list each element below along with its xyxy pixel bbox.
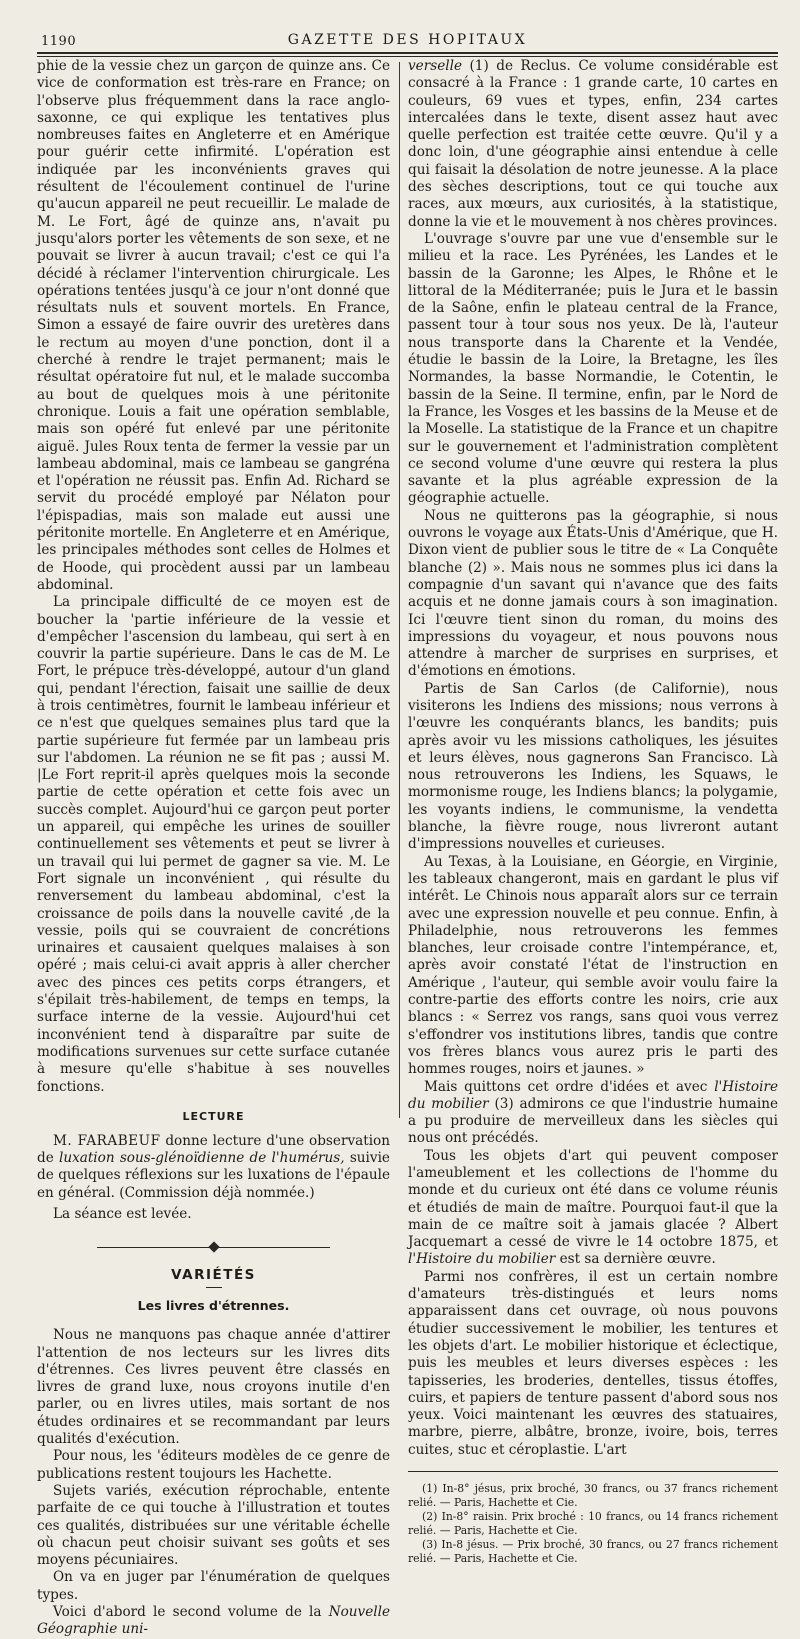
text-run: Tous les objets d'art qui peuvent composer l'ameublement et les collections de l'homme du monde et du curieux ont été dans ce volume réunis et étudiés de main de maître. Pourquoi faut-il que la main de ce maître soit à jamais glacée ? Albert Jacquemart a cessé de vivre le 14 octobre 1875, et [408,1147,778,1251]
work-title: luxation sous-glénoïdienne de l'humérus, [58,1150,345,1167]
text-run: Voici d'abord le second volume de la [53,1604,329,1621]
section-heading-lecture: LECTURE [182,1109,245,1123]
paragraph: La séance est levée. [53,1206,192,1222]
section-heading-varietes: VARIÉTÉS [171,1267,256,1284]
paragraph: Nous ne quitterons pas la géographie, si nous ouvrons le voyage aux États-Unis d'Amérique, que H. Dixon vient de publier sous le titre de « La Conquête blanche (2) ». Mais nous ne sommes plus ici dans la compagnie d'un savant qui n'avance que des faits acquis et ne donne jamais cours à son imagination. Ici l'œuvre tient sinon du roman, du moins des impressions du voyageur, et nous pouvons nous attendre à marcher de surprises en surprises, et d'émotions en émotions. [408,507,778,680]
paragraph: Parmi nos confrères, il est un certain nombre d'amateurs très-distingués et leurs noms apparaissent dans cet ouvrage, où nous pouvons étudier successivement le mobilier, les tentures et les objets d'art. Le mobilier historique et éclectique, puis les meubles et leurs diverses espèces : les tapisseries, les broderies, dentelles, tissus étoffes, cuirs, et papiers de tenture passent d'abord sous nos yeux. Voici maintenant les œuvres des statuaires, marbre, pierre, albâtre, bronze, ivoire, bois, terres cuites, stuc et céroplastie. L'art [408,1268,778,1458]
paragraph: Partis de San Carlos (de Californie), nous visiterons les Indiens des missions; nous verrons à l'œuvre les conquérants blancs, les bandits; puis après avoir vu les missions catholiques, les jésuites et leurs élèves, nous gagnerons San Francisco. Là nous retrouverons les Indiens, les Squaws, le mormonisme rouge, les Indiens blancs; la polygamie, les voyants indiens, le communisme, la vendetta blanche, la fièvre rouge, nous livreront autant d'impressions nouvelles et curieuses. [408,680,778,853]
text-run: suivie de quelques réflexions sur les luxations de l'épaule en général. (Commission déjà nommée.) [37,1150,390,1201]
paragraph: phie de la vessie chez un garçon de quinze ans. Ce vice de conformation est très-rare en France; on l'observe plus fréquemment dans la race anglo-saxonne, ce qui explique les tentatives plus nombreuses faites en Angleterre et en Amérique pour guérir cette infirmité. L'opération est indiquée par les inconvénients graves qui résultent de l'écoulement continuel de l'urine qu'aucun appareil ne peut recueillir. Le malade de M. Le Fort, âgé de quinze ans, n'avait pu jusqu'alors porter les vêtements de son sexe, et ne pouvait se livrer à aucun travail; c'est ce qui l'a décidé à réclamer l'intervention chirurgicale. Les opérations tentées jusqu'à ce jour n'ont donné que résultats nuls et souvent mortels. En France, Simon a essayé de faire ouvrir des uretères dans le rectum au moyen d'une ponction, dont il a cherché à rendre le trajet permanent; mais le résultat opératoire fut nul, et le malade succomba au bout de quelques mois à une péritonite chronique. Louis a fait une opération semblable, mais son opéré fut enlevé par une péritonite aiguë. Jules Roux tenta de fermer la vessie par un lambeau abdominal, mais ce lambeau se gangréna et l'opération ne réussit pas. Enfin Ad. Richard se servit du procédé employé par Nélaton pour l'épispadias, mais son malade eut aussi une péritonite mortelle. En Angleterre et en Amérique, les principales méthodes sont celles de Holmes et de Hoode, qui procèdent aussi par un lambeau abdominal. [37,58,390,593]
text-run: Mais quittons cet ordre d'idées et avec [424,1078,715,1095]
paragraph [408,58,778,231]
paragraph: Au Texas, à la Louisiane, en Géorgie, en Virginie, les tableaux changeront, mais en gardant le plus vif intérêt. Le Chinois nous apparaît alors sur ce terrain avec une expression nouvelle et peu connue. Enfin, à Philadelphie, nous retrouverons les femmes blanches, leur croisade contre l'intempérance, et, après avoir constaté l'état de l'instruction en Amérique , l'auteur, qui semble avoir voulu faire la contre-partie des efforts contre les noirs, crie aux blancs : « Serrez vos rangs, sans quoi vous verrez s'effondrer vos institutions libres, tandis que contre vos frères blancs vous aurez pris le parti des hommes rouges, noirs et jaunes. » [408,853,778,1078]
text-columns [37,58,778,1638]
paragraph [408,1148,778,1269]
page-number: 1190 [41,34,77,49]
work-title: l'Histoire du mobilier [408,1078,778,1112]
paragraph: Pour nous, les 'éditeurs modèles de ce genre de publications restent toujours les Hachette. [37,1448,390,1482]
work-title: verselle [408,58,462,74]
lecture-paragraph [37,1133,390,1202]
footnote: (1) In-8° jésus, prix broché, 30 francs, ou 37 francs richement relié. — Paris, Hachette et Cie. [408,1482,778,1510]
paragraph: On va en juger par l'énumération de quelques types. [37,1569,390,1603]
header-rule-thin [37,56,778,57]
author-name: M. FARABEUF [53,1132,161,1149]
diamond-ornament-icon [208,1242,219,1253]
running-title: GAZETTE DES HOPITAUX [287,32,528,48]
footnote-rule [408,1471,778,1472]
footnote: (3) In-8 jésus. — Prix broché, 30 francs, ou 27 francs richement relié. — Paris, Hachette et Cie. [408,1538,778,1566]
short-rule [206,1287,222,1288]
column-divider [399,62,400,1118]
article-heading: Les livres d'étrennes. [137,1298,290,1314]
work-title: Nouvelle Géographie uni- [37,1604,390,1638]
work-title: l'Histoire du mobilier [408,1251,556,1268]
paragraph [408,1079,778,1148]
paragraph: Sujets variés, exécution réprochable, entente parfaite de ce qui touche à l'illustration et toutes ces qualités, distribuées sur une véritable échelle où chacun peut choisir suivant ses goûts et ses moyens pécuniaires. [37,1482,390,1569]
text-run: est sa dernière œuvre. [555,1251,716,1268]
header-rule-thick [37,52,778,54]
paragraph: La principale difficulté de ce moyen est de boucher la 'partie inférieure de la vessie et d'empêcher l'ascension du lambeau, qui sert à en couvrir la partie supérieure. Dans le cas de M. Le Fort, le prépuce très-développé, autour d'un gland qui, pendant l'érection, faisait une saillie de deux à trois centimètres, fournit le lambeau inférieur et ce n'est que quelques semaines plus tard que la partie supérieure fut fermée par un lambeau pris sur l'abdomen. La réunion ne se fit pas ; aussi M. |Le Fort reprit-il après quelques mois la seconde partie de cette opération et cette fois avec un succès complet. Aujourd'hui ce garçon peut porter un appareil, qui empêche les urines de souiller continuellement ses vêtements et peut se livrer à un travail qui lui permet de gagner sa vie. M. Le Fort signale un inconvénient , qui résulte du renversement du lambeau abdominal, c'est la croissance de poils dans la nouvelle cavité ,de la vessie, poils qui se couvraient de concrétions urinaires et causaient quelques malaises à son opéré ; mais celui-ci avait appris à aller chercher avec des pinces ces petits corps étrangers, et s'épilait très-habilement, de temps en temps, la surface interne de la vessie. Aujourd'hui cet inconvénient tend à disparaître par suite de modifications survenues sur cette surface cutanée à mesure qu'elle s'habitue à ses nouvelles fonctions. [37,594,390,1095]
text-run: (1) de Reclus. Ce volume considérable est consacré à la France : 1 grande carte, 10 cartes en couleurs, 69 vues et types, enfin, 234 cartes intercalées dans le texte, disent assez haut avec quelle perfection est traitée cette œuvre. Qu'il y a donc loin, d'une géographie ainsi entendue à celle qui faisait la désolation de notre jeunesse. A la place des sèches descriptions, tout ce qui touche aux races, aux mœurs, aux curiosités, à la statistique, donne la vie et le mouvement à nos chères provinces. [408,58,778,230]
right-column [408,58,778,1566]
footnote: (2) In-8° raisin. Prix broché : 10 francs, ou 14 francs richement relié. — Paris, Hachette et Cie. [408,1510,778,1538]
text-run: donne lecture d'une observation de [37,1132,390,1167]
text-run: (3) admirons ce que l'industrie humaine a pu produire de merveilleux dans les siècles qui nous ont précédés. [408,1095,778,1147]
ornament-divider [97,1241,330,1255]
paragraph: L'ouvrage s'ouvre par une vue d'ensemble sur le milieu et la race. Les Pyrénées, les Landes et le bassin de la Garonne; les Alpes, le Rhône et le littoral de la Méditerranée; puis le Jura et le bassin de la Saône, enfin le plateau central de la France, passent tour à tour sous nos yeux. De là, l'auteur nous transporte dans la Charente et la Vendée, étudie le bassin de la Loire, la Bretagne, les îles Normandes, la basse Normandie, le Cotentin, le bassin de la Seine. Il termine, enfin, par le Nord de la France, les Vosges et les bassins de la Meuse et de la Moselle. La statistique de la France et un chapitre sur le gouvernement et l'administration complètent ce second volume d'une œuvre qui restera la plus savante et la plus agréable expression de la géographie actuelle. [408,230,778,507]
paragraph [37,1604,390,1639]
left-column [37,58,390,1638]
paragraph: Nous ne manquons pas chaque année d'attirer l'attention de nos lecteurs sur les livres dits d'étrennes. Ces livres peuvent être classés en livres de grand luxe, nous croyons inutile d'en parler, ou en livres utiles, mais sortant de nos études ordinaires et se recommandant par leurs qualités d'exécution. [37,1327,390,1448]
page-header [37,0,778,58]
